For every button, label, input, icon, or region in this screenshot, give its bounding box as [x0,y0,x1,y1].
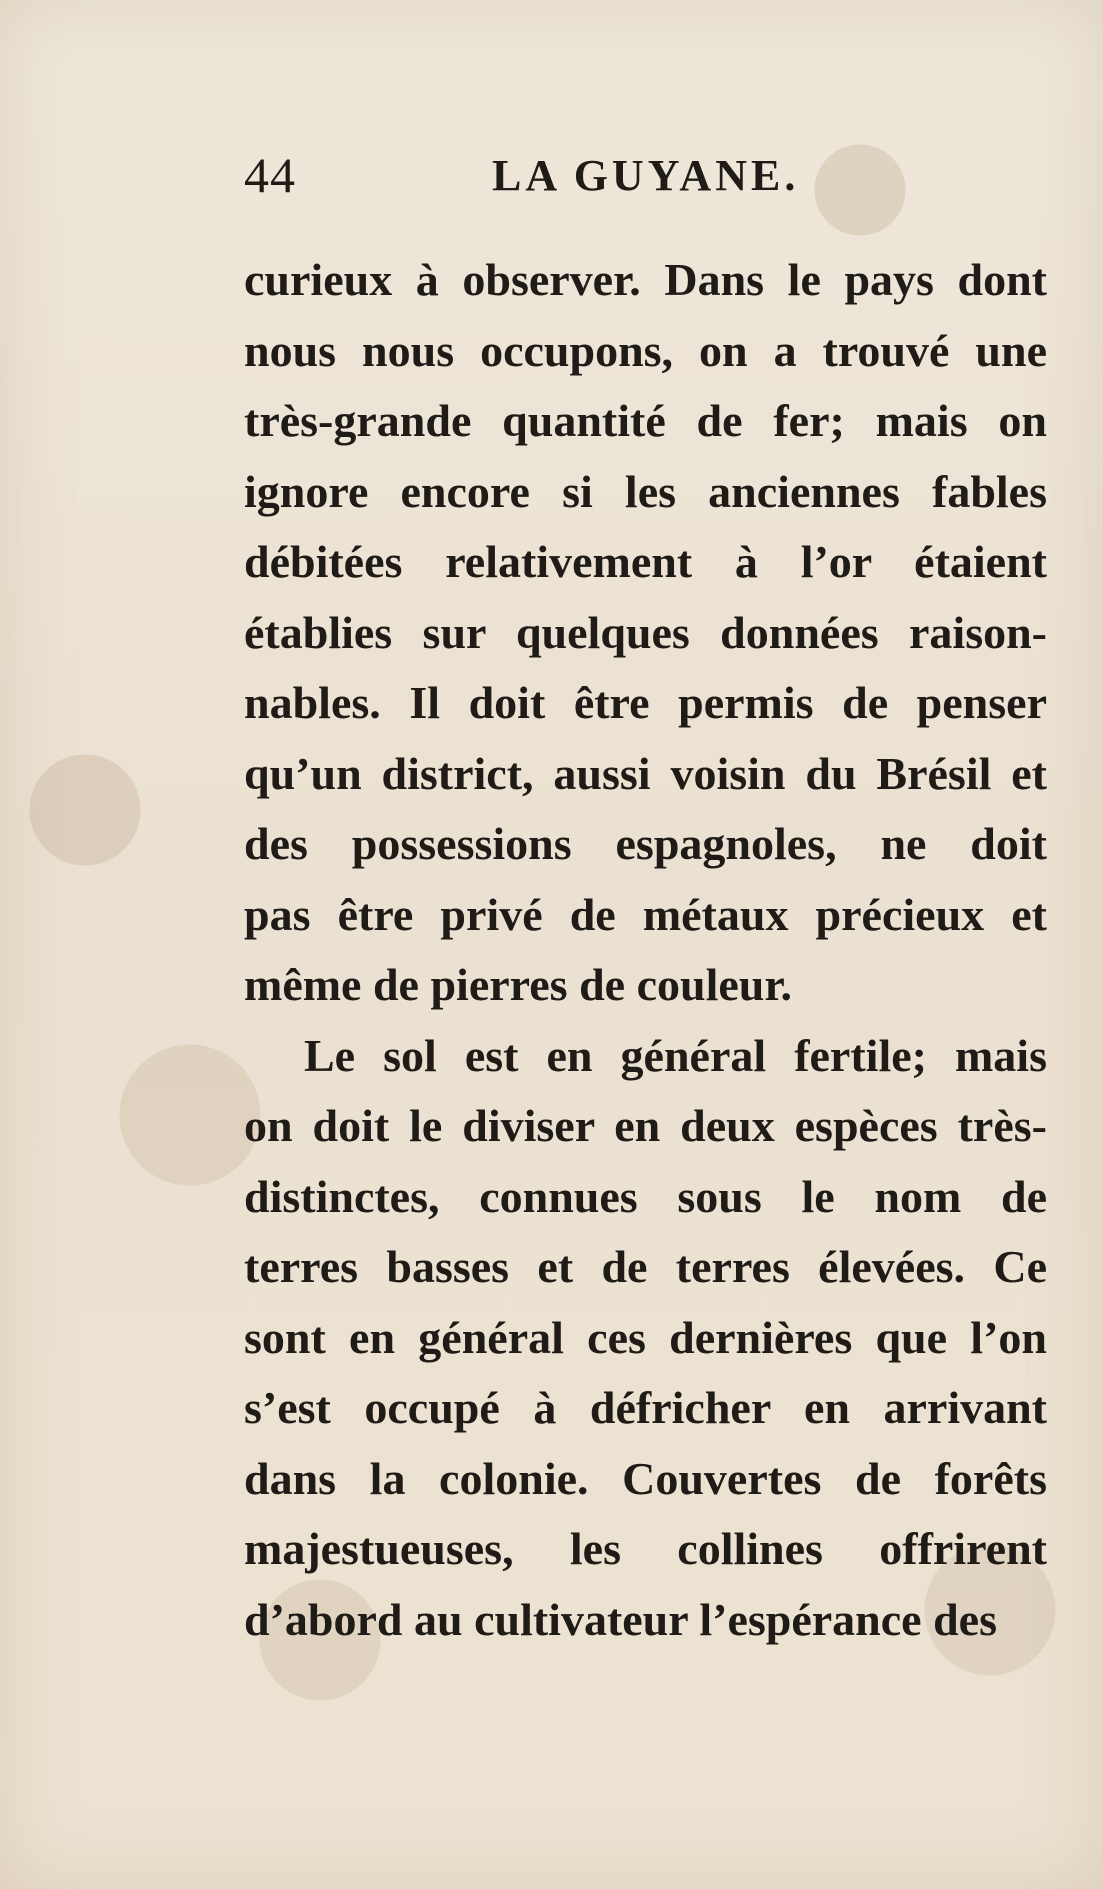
body-line-7: nables. Il doit être permis de penser [244,677,1047,728]
page-number: 44 [244,147,296,203]
body-line-18: dans la colonie. Couvertes de forêts [244,1452,1047,1504]
body-line-1: curieux à observer. Dans le pays dont [244,254,1047,305]
body-line-10: pas être privé de métaux précieux et [244,888,1047,940]
body-line-15: terres basses et de terres élevées. Ce [244,1241,1047,1292]
body-line-9: des possessions espagnoles, ne doit [244,818,1047,869]
page-body-text [244,245,1047,1655]
body-line-2: nous nous occupons, on a trouvé une [244,324,1047,376]
page-header [244,147,1084,222]
body-line-20: d’abord au cultivateur l’espérance des [244,1593,998,1645]
body-line-19: majestueuses, les collines offrirent [244,1523,1047,1574]
body-line-12: Le sol est en général fertile; mais [304,1029,1047,1081]
body-line-16: sont en général ces dernières que l’on [244,1311,1047,1363]
body-line-8: qu’un district, aussi voisin du Brésil et [244,747,1047,799]
body-line-13: on doit le diviser en deux espèces très- [244,1100,1047,1151]
body-line-11: même de pierres de couleur. [244,959,793,1010]
running-head: LA GUYANE. [492,151,800,200]
body-line-17: s’est occupé à défricher en arrivant [244,1382,1047,1433]
body-line-14: distinctes, connues sous le nom de [244,1170,1047,1222]
body-line-6: établies sur quelques données raison- [244,606,1047,658]
body-line-5: débitées relativement à l’or étaient [244,536,1047,587]
body-line-4: ignore encore si les anciennes fables [244,465,1047,517]
body-line-3: très-grande quantité de fer; mais on [244,395,1047,446]
